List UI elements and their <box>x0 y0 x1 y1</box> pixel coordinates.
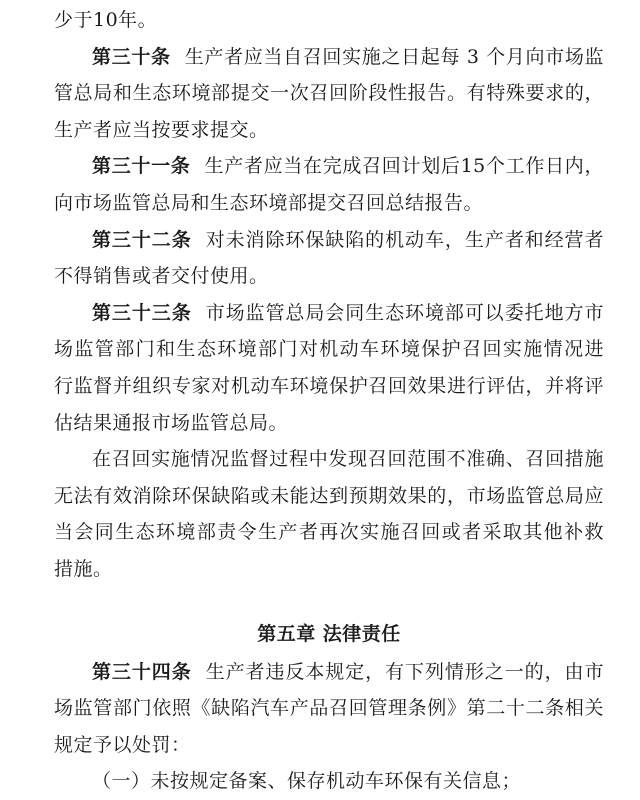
article-30-line-2: 管总局和生态环境部提交一次召回阶段性报告。有特殊要求的， <box>54 82 604 105</box>
article-33-line-3: 行监督并组织专家对机动车环境保护召回效果进行评估，并将评 <box>54 374 604 397</box>
article-33-line-1 <box>54 295 604 332</box>
article-33-line-2: 场监管部门和生态环境部门对机动车环境保护召回实施情况进 <box>54 338 604 361</box>
article-33-para2-line-1: 在召回实施情况监督过程中发现召回范围不准确、召回措施 <box>92 448 604 471</box>
article-33-para2-line-4: 措施。 <box>54 557 113 580</box>
article-32-line-2: 不得销售或者交付使用。 <box>54 265 269 288</box>
article-34-line-2: 场监管部门依照《缺陷汽车产品召回管理条例》第二十二条相关 <box>54 697 604 720</box>
article-33-number: 第三十三条 <box>92 301 192 324</box>
article-32-text-1: 对未消除环保缺陷的机动车，生产者和经营者 <box>205 228 604 251</box>
article-31-line-1 <box>54 148 604 185</box>
article-33-para2-line-2: 无法有效消除环保缺陷或未能达到预期效果的，市场监管总局应 <box>54 484 604 507</box>
article-32 <box>54 222 604 295</box>
article-31-line-2: 向市场监管总局和生态环境部提交召回总结报告。 <box>54 191 484 214</box>
article-33 <box>54 295 604 588</box>
article-33-para2-line-3: 当会同生态环境部责令生产者再次实施召回或者采取其他补救 <box>54 521 604 544</box>
article-34-number: 第三十四条 <box>92 660 192 683</box>
article-34-item-1: （一）未按规定备案、保存机动车环保有关信息； <box>92 770 522 793</box>
section-spacer <box>54 588 604 614</box>
article-30-text-1: 生产者应当自召回实施之日起每 3 个月向市场监 <box>184 45 604 68</box>
text-line-continuation: 少于10年。 <box>54 9 158 31</box>
article-34-line-1 <box>54 654 604 691</box>
article-30 <box>54 39 604 149</box>
article-34 <box>54 654 604 800</box>
chapter-heading: 第五章 法律责任 <box>257 622 401 645</box>
article-31-text-1: 生产者应当在完成召回计划后15个工作日内， <box>204 155 604 178</box>
article-34-line-3: 规定予以处罚： <box>54 733 191 756</box>
article-34-text-1: 生产者违反本规定，有下列情形之一的，由市 <box>205 660 604 683</box>
article-33-text-1: 市场监管总局会同生态环境部可以委托地方市 <box>205 301 604 324</box>
article-31 <box>54 148 604 221</box>
article-30-line-1 <box>54 39 604 76</box>
article-32-line-1 <box>54 222 604 259</box>
article-30-line-3: 生产者应当按要求提交。 <box>54 118 269 141</box>
article-32-number: 第三十二条 <box>92 228 192 251</box>
article-33-line-4: 估结果通报市场监管总局。 <box>54 411 289 434</box>
article-31-number: 第三十一条 <box>92 155 191 178</box>
article-30-number: 第三十条 <box>92 45 171 68</box>
